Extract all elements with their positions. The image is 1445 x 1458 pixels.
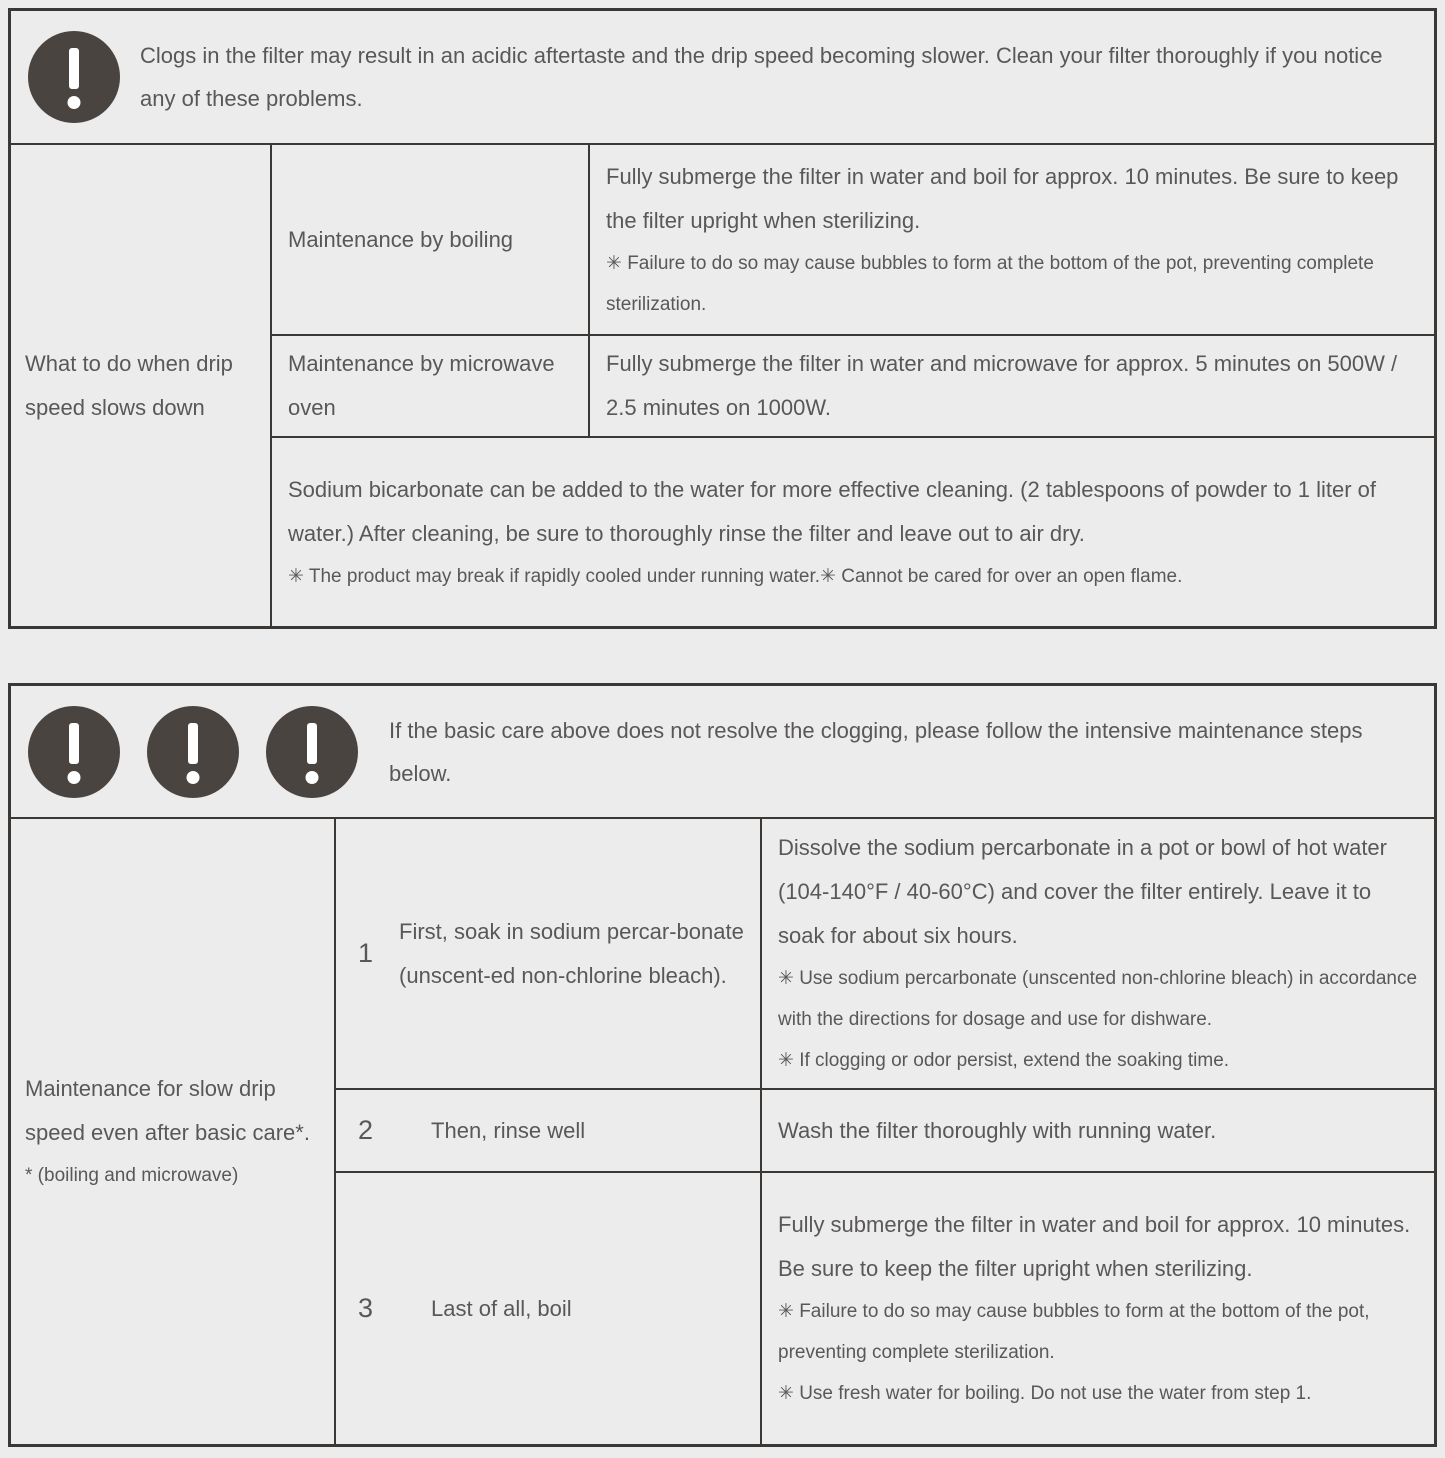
row-header-text: Maintenance for slow drip speed even after basic care*. (25, 1076, 310, 1145)
description-text: Fully submerge the filter in water and microwave for approx. 5 minutes on 500W / 2.5 minutes on 1000W. (606, 351, 1398, 420)
step-1 (352, 910, 744, 998)
alert-icon (28, 706, 120, 798)
description-text: Fully submerge the filter in water and boil for approx. 10 minutes. Be sure to keep the filter upright when sterilizing. (606, 163, 1399, 233)
step-number: 3 (358, 1293, 374, 1323)
method-label: Maintenance by microwave oven (288, 351, 555, 420)
row-header-footnote: * (boiling and microwave) (25, 1165, 239, 1186)
basic-care-notice (11, 11, 1434, 145)
step-note: ✳ Use sodium percarbonate (unscented non-chlorine bleach) in accordance with the directions for dosage and use for dishware. (778, 968, 1418, 1030)
method-label: Maintenance by boiling (288, 226, 514, 252)
step-note: ✳ Failure to do so may cause bubbles to form at the bottom of the pot, preventing complete sterilization. (778, 1301, 1370, 1363)
step-cell-1 (335, 819, 761, 1089)
intensive-care-section (8, 683, 1437, 1447)
footer-cell-sodium-bicarbonate (271, 437, 1434, 626)
description-cell-boiling (589, 145, 1434, 335)
description-note: ✳ Failure to do so may cause bubbles to form at the bottom of the pot, preventing complete sterilization. (606, 252, 1374, 315)
step-number: 1 (358, 938, 374, 968)
step-cell-2 (335, 1089, 761, 1172)
step-note: ✳ Use fresh water for boiling. Do not use the water from step 1. (778, 1383, 1312, 1404)
step-2 (352, 1109, 744, 1153)
row-header-text: What to do when drip speed slows down (25, 350, 233, 420)
table-row-header (11, 819, 335, 1444)
footer-description: Sodium bicarbonate can be added to the water for more effective cleaning. (2 tablespoons of powder to 1 liter of water.) After cleaning, be sure to thoroughly rinse the filter and leave out to air dry. (288, 476, 1377, 546)
method-cell-boiling (271, 145, 589, 335)
method-cell-microwave (271, 335, 589, 437)
step-label: Then, rinse well (431, 1117, 586, 1143)
notice-text: Clogs in the filter may result in an acidic aftertaste and the drip speed becoming slower. Clean your filter thoroughly if you notice any of these problems. (140, 43, 1383, 111)
step-description-cell-3 (761, 1172, 1434, 1444)
step-label: Last of all, boil (431, 1295, 572, 1321)
intensive-care-table (11, 819, 1434, 1444)
basic-care-table (11, 145, 1434, 626)
footer-note: ✳ The product may break if rapidly cooled under running water.✳ Cannot be cared for over an open flame. (288, 565, 1183, 587)
step-note: ✳ If clogging or odor persist, extend the soaking time. (778, 1050, 1230, 1071)
step-description-cell-1 (761, 819, 1434, 1089)
step-description: Fully submerge the filter in water and boil for approx. 10 minutes. Be sure to keep the filter upright when sterilizing. (778, 1212, 1411, 1281)
step-description: Wash the filter thoroughly with running water. (778, 1117, 1217, 1143)
step-label: First, soak in sodium percar-bonate (unscent-ed non-chlorine bleach). (399, 918, 744, 988)
step-number: 2 (358, 1115, 374, 1145)
notice-icon-strip (28, 31, 120, 123)
description-cell-microwave (589, 335, 1434, 437)
basic-care-section (8, 8, 1437, 629)
alert-icon (28, 31, 120, 123)
notice-text: If the basic care above does not resolve the clogging, please follow the intensive maintenance steps below. (389, 717, 1363, 786)
step-3 (352, 1287, 744, 1331)
intensive-care-notice (11, 686, 1434, 819)
step-description-cell-2 (761, 1089, 1434, 1172)
alert-icon (266, 706, 358, 798)
alert-icon (147, 706, 239, 798)
step-cell-3 (335, 1172, 761, 1444)
notice-icon-strip (28, 706, 358, 798)
table-row-header (11, 145, 271, 626)
step-description: Dissolve the sodium percarbonate in a pot or bowl of hot water (104-140°F / 40-60°C) and cover the filter entirely. Leave it to soak for about six hours. (778, 835, 1387, 948)
